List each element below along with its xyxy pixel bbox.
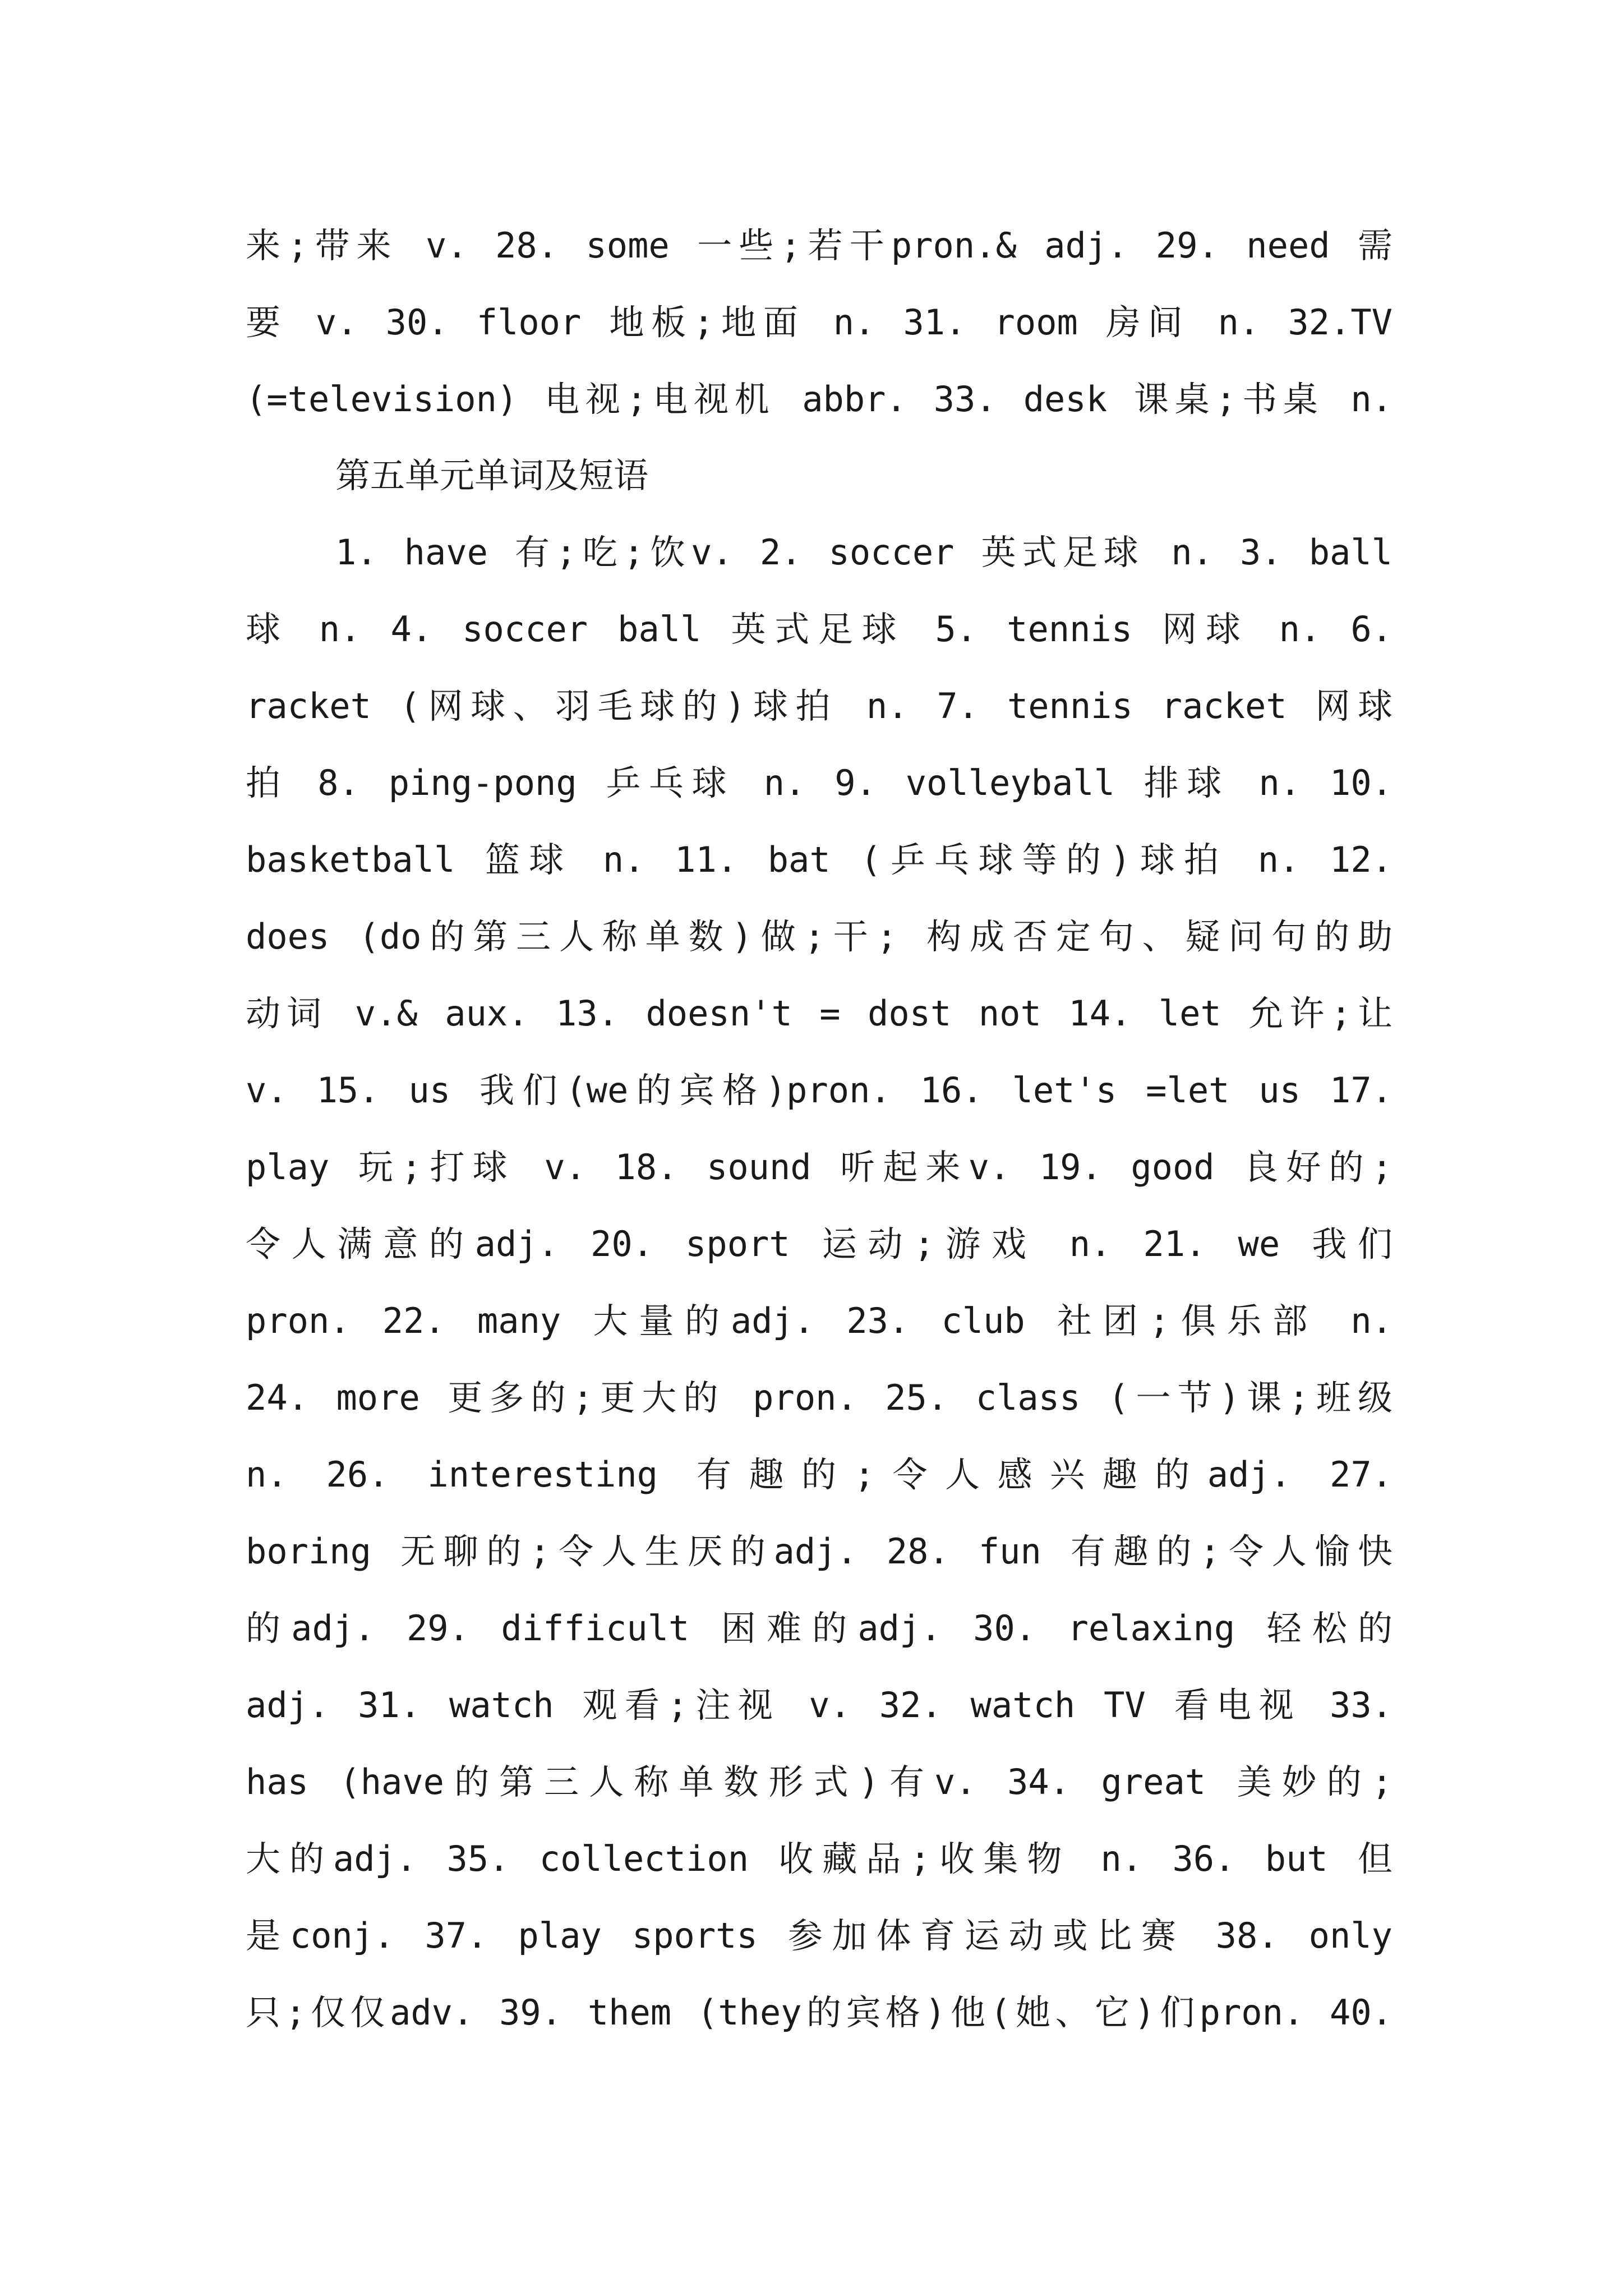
text-line: racket (网球、羽毛球的)球拍 n. 7. tennis racket 网球 bbox=[246, 685, 1393, 726]
text-line: boring 无聊的;令人生厌的adj. 28. fun 有趣的;令人愉快 bbox=[246, 1531, 1393, 1572]
text-line: basketball 篮球 n. 11. bat (乒乓球等的)球拍 n. 12. bbox=[246, 839, 1393, 880]
text-line: 的adj. 29. difficult 困难的adj. 30. relaxing 轻松的 bbox=[246, 1608, 1393, 1649]
text-line: 动词 v.& aux. 13. doesn't = dost not 14. let 允许;让 bbox=[246, 993, 1393, 1034]
text-line: pron. 22. many 大量的adj. 23. club 社团;俱乐部 n. bbox=[246, 1300, 1393, 1341]
text-line: has (have的第三人称单数形式)有v. 34. great 美妙的; bbox=[246, 1761, 1393, 1802]
text-line: adj. 31. watch 观看;注视 v. 32. watch TV 看电视 33. bbox=[246, 1685, 1393, 1726]
text-line: 球 n. 4. soccer ball 英式足球 5. tennis 网球 n. 6. bbox=[246, 609, 1393, 650]
text-line: n. 26. interesting 有趣的;令人感兴趣的adj. 27. bbox=[246, 1454, 1393, 1495]
text-line: 来;带来 v. 28. some 一些;若干pron.& adj. 29. need 需 bbox=[246, 225, 1393, 266]
text-line: 只;仅仅adv. 39. them (they的宾格)他(她、它)们pron. 40. bbox=[246, 1992, 1393, 2033]
text-line: 24. more 更多的;更大的 pron. 25. class (一节)课;班级 bbox=[246, 1377, 1393, 1418]
text-line: 拍 8. ping-pong 乒乓球 n. 9. volleyball 排球 n. 10. bbox=[246, 762, 1393, 803]
text-line: play 玩;打球 v. 18. sound 听起来v. 19. good 良好的; bbox=[246, 1147, 1393, 1188]
text-line: does (do的第三人称单数)做;干; 构成否定句、疑问句的助 bbox=[246, 916, 1393, 957]
text-line: 令人满意的adj. 20. sport 运动;游戏 n. 21. we 我们 bbox=[246, 1223, 1393, 1264]
text-line: 是conj. 37. play sports 参加体育运动或比赛 38. only bbox=[246, 1915, 1393, 1956]
text-line: v. 15. us 我们(we的宾格)pron. 16. let's =let us 17. bbox=[246, 1070, 1393, 1111]
text-line: (=television) 电视;电视机 abbr. 33. desk 课桌;书桌 n. bbox=[246, 379, 1393, 420]
section-heading: 第五单元单词及短语 bbox=[335, 455, 649, 496]
text-line: 要 v. 30. floor 地板;地面 n. 31. room 房间 n. 32.TV bbox=[246, 302, 1393, 343]
text-line: 1. have 有;吃;饮v. 2. soccer 英式足球 n. 3. ball bbox=[335, 532, 1393, 573]
text-line: 大的adj. 35. collection 收藏品;收集物 n. 36. but 但 bbox=[246, 1838, 1393, 1879]
